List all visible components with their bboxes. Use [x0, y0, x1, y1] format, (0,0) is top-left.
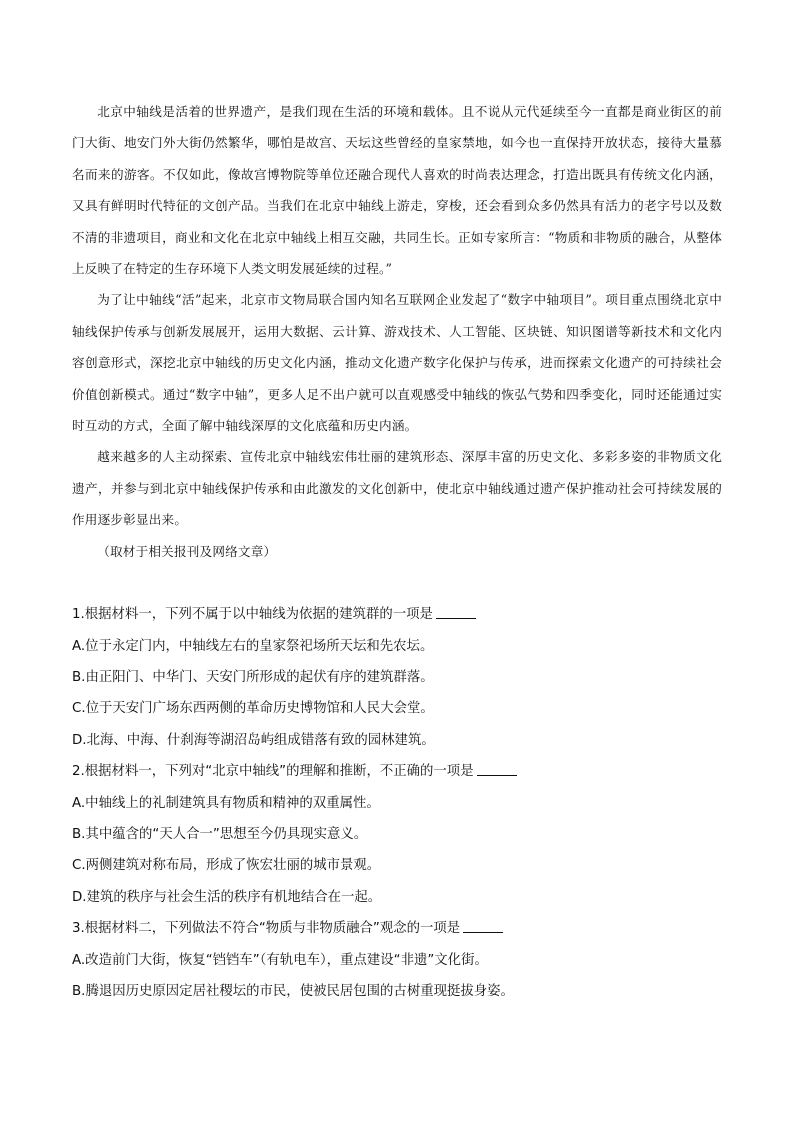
question-stem: [72, 599, 722, 630]
question-option: B.由正阳门、中华门、天安门所形成的起伏有序的建筑群落。: [72, 669, 434, 685]
passage-paragraph: 为了让中轴线“活”起来，北京市文物局联合国内知名互联网企业发起了“数字中轴项目”。项目重点围绕北京中轴线保护传承与创新发展展开，运用大数据、云计算、游戏技术、人工智能、区块链、知识图谱等新技术和文化内容创意形式，深挖北京中轴线的历史文化内涵，推动文化遗产数字化保护与传承，进而探索文化遗产的可持续社会价值创新模式。通过“数字中轴”，更多人足不出户就可以直观感受中轴线的恢弘气势和四季变化，同时还能通过实时互动的方式，全面了解中轴线深厚的文化底蕴和历史内涵。: [72, 292, 722, 434]
passage-paragraph: 北京中轴线是活着的世界遗产，是我们现在生活的环境和载体。且不说从元代延续至今一直都是商业街区的前门大街、地安门外大街仍然繁华，哪怕是故宫、天坛这些曾经的皇家禁地，如今也一直保持开放状态，接待大量慕名而来的游客。不仅如此，像故宫博物院等单位还融合现代人喜欢的时尚表达理念，打造出既具有传统文化内涵，又具有鲜明时代特征的文创产品。当我们在北京中轴线上游走，穿梭，还会看到众多仍然具有活力的老字号以及数不清的非遗项目，商业和文化在北京中轴线上相互交融，共同生长。正如专家所言：“物质和非物质的融合，从整体上反映了在特定的生存环境下人类文明发展延续的过程。”: [72, 104, 722, 277]
question-option: C.位于天安门广场东西两侧的革命历史博物馆和人民大会堂。: [72, 701, 434, 717]
question-item: [72, 756, 722, 913]
question-stem-text: 2.根据材料一，下列对“北京中轴线”的理解和推断，不正确的一项是: [72, 764, 474, 780]
passage-paragraph: 越来越多的人主动探索、宣传北京中轴线宏伟壮丽的建筑形态、深厚丰富的历史文化、多彩多姿的非物质文化遗产，并参与到北京中轴线保护传承和由此激发的文化创新中，使北京中轴线通过遗产保护推动社会可持续发展的作用逐步彰显出来。: [72, 449, 722, 528]
passage-source: （取材于相关报刊及网络文章）: [97, 543, 277, 559]
question-option: A.中轴线上的礼制建筑具有物质和精神的双重属性。: [72, 795, 380, 811]
question-list: [72, 599, 722, 1007]
question-option: D.北海、中海、什刹海等湖沼岛屿组成错落有致的园林建筑。: [72, 732, 435, 748]
question-option: D.建筑的秩序与社会生活的秩序有机地结合在一起。: [72, 889, 382, 905]
reading-passage: [72, 96, 722, 567]
question-option: B.其中蕴含的“天人合一”思想至今仍具现实意义。: [72, 826, 368, 842]
question-stem: [72, 913, 722, 944]
question-item: [72, 599, 722, 756]
question-option: B.腾退因历史原因定居社稷坛的市民，使被民居包围的古树重现挺拔身姿。: [72, 983, 514, 999]
question-stem-text: 3.根据材料二，下列做法不符合“物质与非物质融合”观念的一项是: [72, 921, 461, 937]
question-stem-text: 1.根据材料一，下列不属于以中轴线为依据的建筑群的一项是: [72, 607, 433, 623]
answer-blank: [436, 604, 476, 619]
question-option: A.位于永定门内，中轴线左右的皇家祭祀场所天坛和先农坛。: [72, 638, 434, 654]
answer-blank: [477, 761, 517, 776]
document-page: [72, 96, 722, 1007]
question-item: [72, 913, 722, 1007]
question-option: C.两侧建筑对称布局，形成了恢宏壮丽的城市景观。: [72, 858, 381, 874]
question-stem: [72, 756, 722, 787]
question-option: A.改造前门大街，恢复“铛铛车”（有轨电车），重点建设“非遗”文化街。: [72, 952, 488, 968]
answer-blank: [463, 918, 503, 933]
